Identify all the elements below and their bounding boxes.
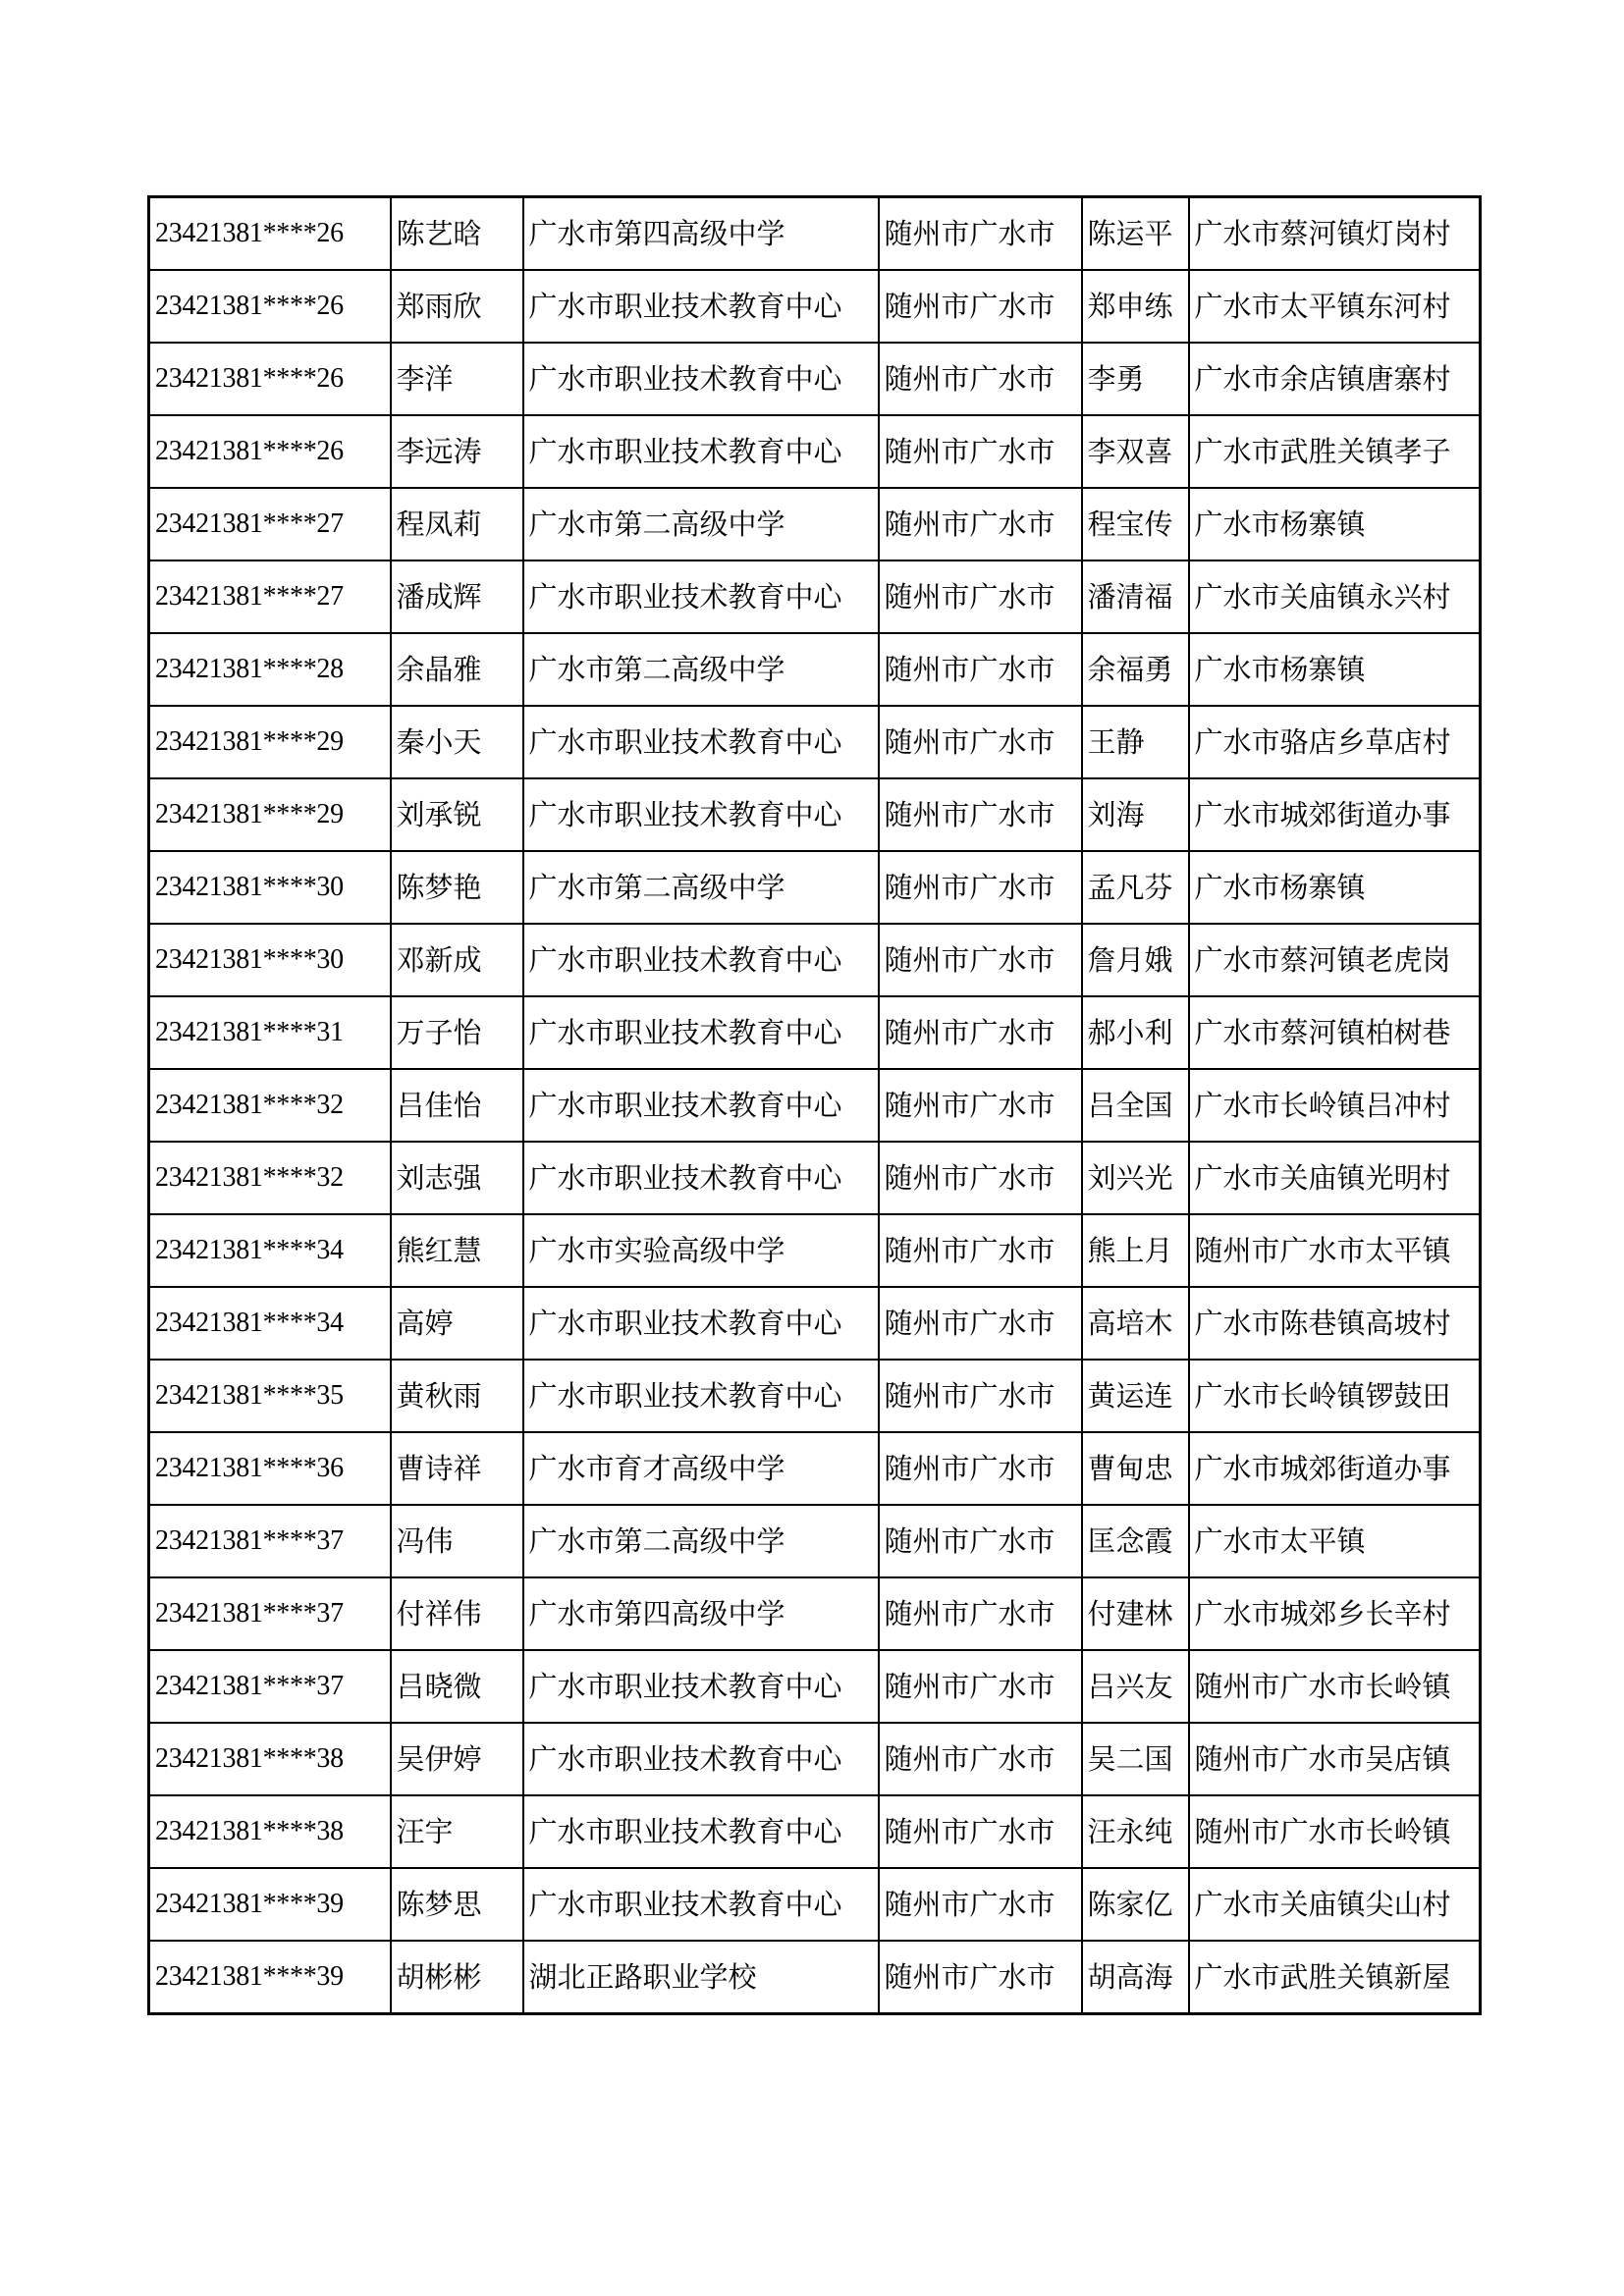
student-name-cell: 万子怡 — [391, 996, 523, 1069]
table-row — [149, 343, 1481, 415]
table-row — [149, 1650, 1481, 1723]
guardian-name-cell: 付建林 — [1082, 1577, 1189, 1650]
region-cell: 随州市广水市 — [879, 1723, 1082, 1795]
school-cell: 广水市职业技术教育中心 — [523, 1287, 879, 1360]
student-name-cell: 刘志强 — [391, 1142, 523, 1214]
table-row — [149, 1287, 1481, 1360]
region-cell: 随州市广水市 — [879, 1214, 1082, 1287]
school-cell: 广水市实验高级中学 — [523, 1214, 879, 1287]
guardian-name-cell: 汪永纯 — [1082, 1795, 1189, 1868]
exam-id-cell: 23421381****35 — [149, 1360, 391, 1432]
student-name-cell: 曹诗祥 — [391, 1432, 523, 1505]
region-cell: 随州市广水市 — [879, 1142, 1082, 1214]
school-cell: 广水市职业技术教育中心 — [523, 706, 879, 778]
school-cell: 广水市第二高级中学 — [523, 633, 879, 706]
student-name-cell: 黄秋雨 — [391, 1360, 523, 1432]
table-row — [149, 851, 1481, 924]
exam-id-cell: 23421381****29 — [149, 706, 391, 778]
exam-id-cell: 23421381****30 — [149, 851, 391, 924]
guardian-name-cell: 余福勇 — [1082, 633, 1189, 706]
address-cell: 随州市广水市长岭镇 — [1189, 1795, 1481, 1868]
school-cell: 广水市职业技术教育中心 — [523, 1868, 879, 1941]
address-cell: 广水市关庙镇尖山村 — [1189, 1868, 1481, 1941]
region-cell: 随州市广水市 — [879, 851, 1082, 924]
school-cell: 广水市职业技术教育中心 — [523, 1650, 879, 1723]
student-name-cell: 熊红慧 — [391, 1214, 523, 1287]
address-cell: 广水市长岭镇锣鼓田 — [1189, 1360, 1481, 1432]
address-cell: 广水市太平镇东河村 — [1189, 270, 1481, 343]
region-cell: 随州市广水市 — [879, 488, 1082, 561]
table-row — [149, 1941, 1481, 2014]
guardian-name-cell: 李双喜 — [1082, 415, 1189, 488]
exam-id-cell: 23421381****26 — [149, 343, 391, 415]
guardian-name-cell: 高培木 — [1082, 1287, 1189, 1360]
region-cell: 随州市广水市 — [879, 924, 1082, 996]
school-cell: 广水市第四高级中学 — [523, 197, 879, 271]
address-cell: 广水市蔡河镇柏树巷 — [1189, 996, 1481, 1069]
guardian-name-cell: 吴二国 — [1082, 1723, 1189, 1795]
region-cell: 随州市广水市 — [879, 996, 1082, 1069]
region-cell: 随州市广水市 — [879, 1069, 1082, 1142]
exam-id-cell: 23421381****28 — [149, 633, 391, 706]
school-cell: 广水市职业技术教育中心 — [523, 1795, 879, 1868]
school-cell: 广水市职业技术教育中心 — [523, 415, 879, 488]
school-cell: 广水市职业技术教育中心 — [523, 924, 879, 996]
student-name-cell: 陈梦思 — [391, 1868, 523, 1941]
guardian-name-cell: 陈运平 — [1082, 197, 1189, 271]
school-cell: 广水市职业技术教育中心 — [523, 1142, 879, 1214]
student-name-cell: 吕晓微 — [391, 1650, 523, 1723]
address-cell: 广水市长岭镇吕冲村 — [1189, 1069, 1481, 1142]
exam-id-cell: 23421381****26 — [149, 197, 391, 271]
table-row — [149, 633, 1481, 706]
school-cell: 广水市第二高级中学 — [523, 851, 879, 924]
address-cell: 广水市城郊街道办事 — [1189, 778, 1481, 851]
table-row — [149, 1723, 1481, 1795]
student-name-cell: 程凤莉 — [391, 488, 523, 561]
region-cell: 随州市广水市 — [879, 1868, 1082, 1941]
school-cell: 广水市第四高级中学 — [523, 1577, 879, 1650]
guardian-name-cell: 潘清福 — [1082, 561, 1189, 633]
guardian-name-cell: 詹月娥 — [1082, 924, 1189, 996]
school-cell: 广水市职业技术教育中心 — [523, 1723, 879, 1795]
exam-id-cell: 23421381****34 — [149, 1214, 391, 1287]
guardian-name-cell: 熊上月 — [1082, 1214, 1189, 1287]
address-cell: 随州市广水市太平镇 — [1189, 1214, 1481, 1287]
guardian-name-cell: 匡念霞 — [1082, 1505, 1189, 1577]
student-name-cell: 高婷 — [391, 1287, 523, 1360]
region-cell: 随州市广水市 — [879, 1432, 1082, 1505]
exam-id-cell: 23421381****31 — [149, 996, 391, 1069]
region-cell: 随州市广水市 — [879, 1650, 1082, 1723]
exam-id-cell: 23421381****38 — [149, 1795, 391, 1868]
student-name-cell: 陈艺晗 — [391, 197, 523, 271]
address-cell: 广水市陈巷镇高坡村 — [1189, 1287, 1481, 1360]
address-cell: 广水市武胜关镇孝子 — [1189, 415, 1481, 488]
exam-id-cell: 23421381****29 — [149, 778, 391, 851]
address-cell: 广水市蔡河镇灯岗村 — [1189, 197, 1481, 271]
region-cell: 随州市广水市 — [879, 1360, 1082, 1432]
table-row — [149, 996, 1481, 1069]
student-name-cell: 吕佳怡 — [391, 1069, 523, 1142]
guardian-name-cell: 孟凡芬 — [1082, 851, 1189, 924]
address-cell: 随州市广水市长岭镇 — [1189, 1650, 1481, 1723]
table-row — [149, 1432, 1481, 1505]
table-row — [149, 924, 1481, 996]
address-cell: 广水市杨寨镇 — [1189, 488, 1481, 561]
student-name-cell: 秦小天 — [391, 706, 523, 778]
exam-id-cell: 23421381****37 — [149, 1577, 391, 1650]
school-cell: 广水市职业技术教育中心 — [523, 778, 879, 851]
records-table — [147, 195, 1482, 2015]
region-cell: 随州市广水市 — [879, 706, 1082, 778]
student-name-cell: 李远涛 — [391, 415, 523, 488]
exam-id-cell: 23421381****27 — [149, 488, 391, 561]
school-cell: 广水市职业技术教育中心 — [523, 1360, 879, 1432]
exam-id-cell: 23421381****38 — [149, 1723, 391, 1795]
region-cell: 随州市广水市 — [879, 415, 1082, 488]
exam-id-cell: 23421381****37 — [149, 1650, 391, 1723]
records-body — [149, 197, 1481, 2014]
guardian-name-cell: 曹甸忠 — [1082, 1432, 1189, 1505]
exam-id-cell: 23421381****34 — [149, 1287, 391, 1360]
table-row — [149, 778, 1481, 851]
exam-id-cell: 23421381****36 — [149, 1432, 391, 1505]
student-name-cell: 胡彬彬 — [391, 1941, 523, 2014]
region-cell: 随州市广水市 — [879, 197, 1082, 271]
student-name-cell: 陈梦艳 — [391, 851, 523, 924]
exam-id-cell: 23421381****32 — [149, 1069, 391, 1142]
guardian-name-cell: 程宝传 — [1082, 488, 1189, 561]
region-cell: 随州市广水市 — [879, 778, 1082, 851]
table-row — [149, 488, 1481, 561]
exam-id-cell: 23421381****30 — [149, 924, 391, 996]
exam-id-cell: 23421381****39 — [149, 1941, 391, 2014]
address-cell: 广水市太平镇 — [1189, 1505, 1481, 1577]
guardian-name-cell: 李勇 — [1082, 343, 1189, 415]
region-cell: 随州市广水市 — [879, 1505, 1082, 1577]
table-row — [149, 1360, 1481, 1432]
region-cell: 随州市广水市 — [879, 1795, 1082, 1868]
school-cell: 广水市职业技术教育中心 — [523, 1069, 879, 1142]
guardian-name-cell: 黄运连 — [1082, 1360, 1189, 1432]
exam-id-cell: 23421381****26 — [149, 415, 391, 488]
guardian-name-cell: 吕兴友 — [1082, 1650, 1189, 1723]
student-name-cell: 付祥伟 — [391, 1577, 523, 1650]
school-cell: 广水市职业技术教育中心 — [523, 561, 879, 633]
table-row — [149, 706, 1481, 778]
school-cell: 广水市第二高级中学 — [523, 488, 879, 561]
table-row — [149, 561, 1481, 633]
student-name-cell: 冯伟 — [391, 1505, 523, 1577]
region-cell: 随州市广水市 — [879, 1941, 1082, 2014]
region-cell: 随州市广水市 — [879, 1577, 1082, 1650]
school-cell: 广水市职业技术教育中心 — [523, 343, 879, 415]
exam-id-cell: 23421381****32 — [149, 1142, 391, 1214]
school-cell: 广水市育才高级中学 — [523, 1432, 879, 1505]
exam-id-cell: 23421381****26 — [149, 270, 391, 343]
address-cell: 广水市关庙镇光明村 — [1189, 1142, 1481, 1214]
student-name-cell: 邓新成 — [391, 924, 523, 996]
school-cell: 广水市第二高级中学 — [523, 1505, 879, 1577]
student-name-cell: 吴伊婷 — [391, 1723, 523, 1795]
address-cell: 广水市蔡河镇老虎岗 — [1189, 924, 1481, 996]
school-cell: 湖北正路职业学校 — [523, 1941, 879, 2014]
guardian-name-cell: 刘海 — [1082, 778, 1189, 851]
table-row — [149, 197, 1481, 271]
address-cell: 随州市广水市吴店镇 — [1189, 1723, 1481, 1795]
student-name-cell: 刘承锐 — [391, 778, 523, 851]
address-cell: 广水市武胜关镇新屋 — [1189, 1941, 1481, 2014]
table-row — [149, 415, 1481, 488]
address-cell: 广水市骆店乡草店村 — [1189, 706, 1481, 778]
student-name-cell: 汪宇 — [391, 1795, 523, 1868]
region-cell: 随州市广水市 — [879, 1287, 1082, 1360]
student-name-cell: 李洋 — [391, 343, 523, 415]
guardian-name-cell: 胡高海 — [1082, 1941, 1189, 2014]
region-cell: 随州市广水市 — [879, 343, 1082, 415]
guardian-name-cell: 吕全国 — [1082, 1069, 1189, 1142]
address-cell: 广水市城郊街道办事 — [1189, 1432, 1481, 1505]
region-cell: 随州市广水市 — [879, 270, 1082, 343]
student-name-cell: 余晶雅 — [391, 633, 523, 706]
address-cell: 广水市关庙镇永兴村 — [1189, 561, 1481, 633]
exam-id-cell: 23421381****27 — [149, 561, 391, 633]
table-row — [149, 1868, 1481, 1941]
exam-id-cell: 23421381****39 — [149, 1868, 391, 1941]
school-cell: 广水市职业技术教育中心 — [523, 270, 879, 343]
region-cell: 随州市广水市 — [879, 561, 1082, 633]
table-row — [149, 1069, 1481, 1142]
guardian-name-cell: 郑申练 — [1082, 270, 1189, 343]
table-row — [149, 1505, 1481, 1577]
address-cell: 广水市城郊乡长辛村 — [1189, 1577, 1481, 1650]
school-cell: 广水市职业技术教育中心 — [523, 996, 879, 1069]
exam-id-cell: 23421381****37 — [149, 1505, 391, 1577]
region-cell: 随州市广水市 — [879, 633, 1082, 706]
student-name-cell: 郑雨欣 — [391, 270, 523, 343]
table-row — [149, 1795, 1481, 1868]
table-row — [149, 1577, 1481, 1650]
table-row — [149, 1214, 1481, 1287]
table-row — [149, 1142, 1481, 1214]
table-row — [149, 270, 1481, 343]
address-cell: 广水市杨寨镇 — [1189, 851, 1481, 924]
guardian-name-cell: 刘兴光 — [1082, 1142, 1189, 1214]
address-cell: 广水市杨寨镇 — [1189, 633, 1481, 706]
student-name-cell: 潘成辉 — [391, 561, 523, 633]
address-cell: 广水市余店镇唐寨村 — [1189, 343, 1481, 415]
guardian-name-cell: 陈家亿 — [1082, 1868, 1189, 1941]
guardian-name-cell: 王静 — [1082, 706, 1189, 778]
guardian-name-cell: 郝小利 — [1082, 996, 1189, 1069]
